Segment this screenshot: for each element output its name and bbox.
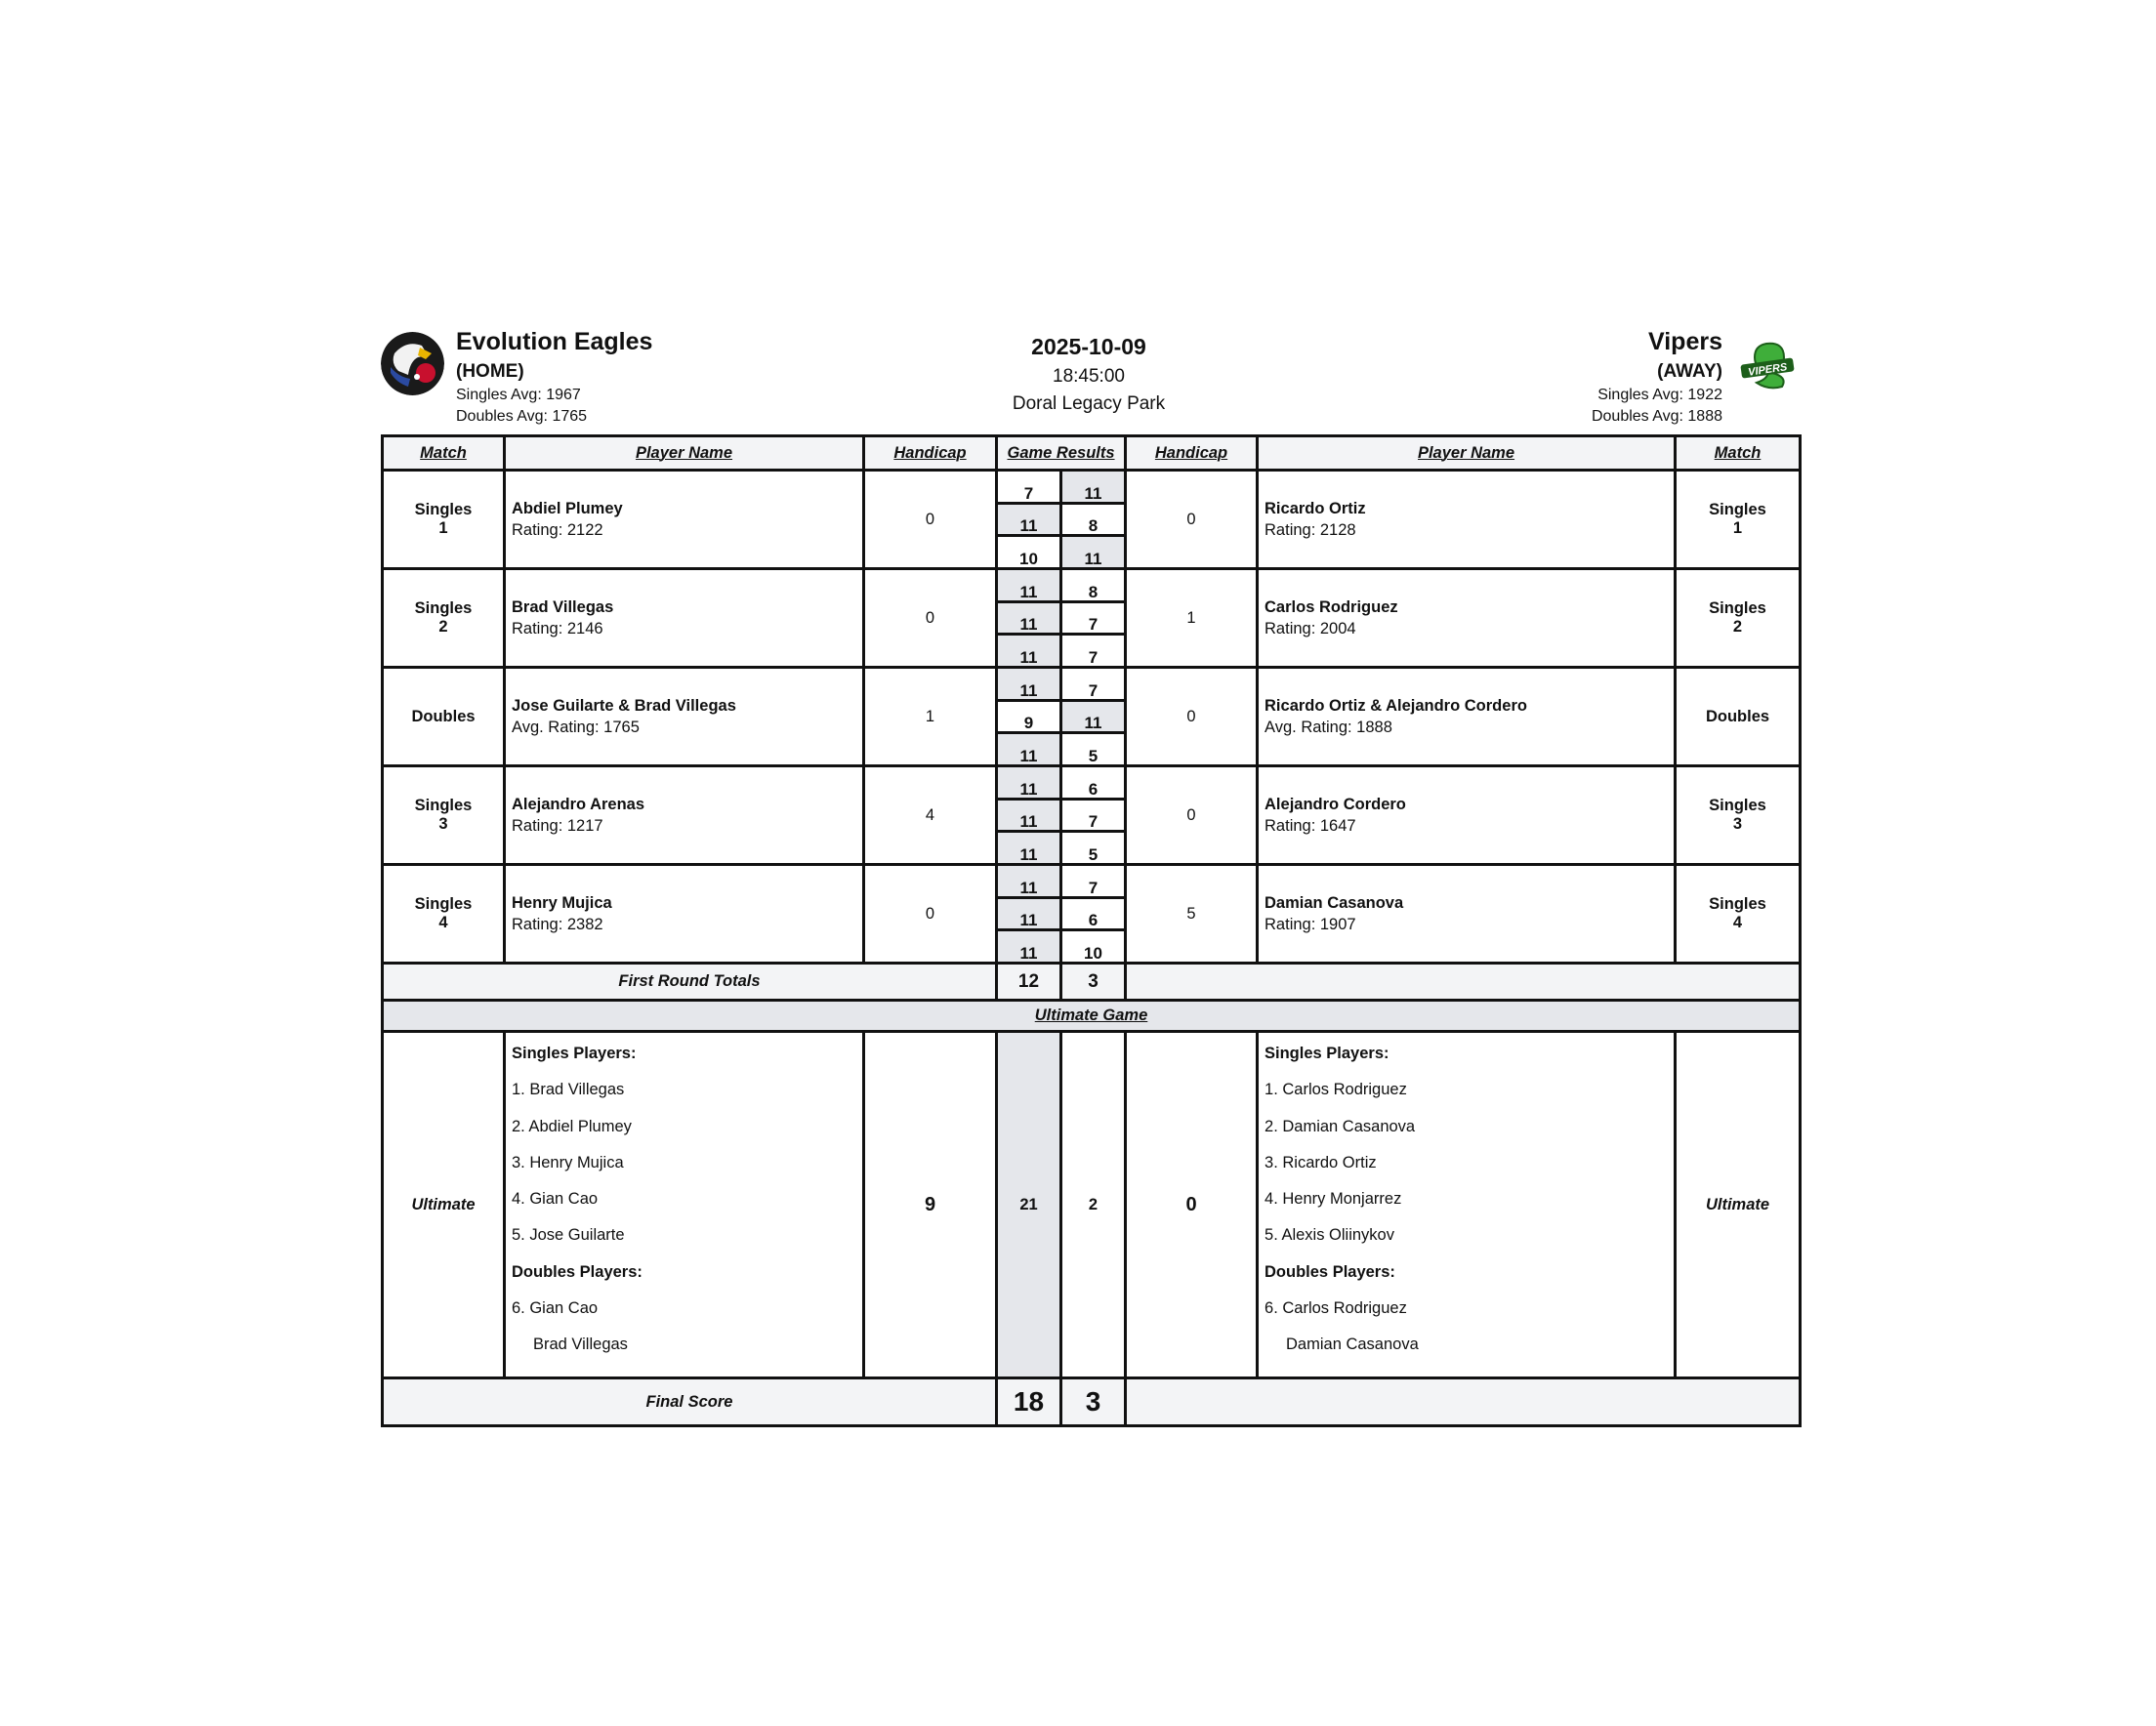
game-score: 5 (1088, 845, 1099, 864)
match-label-away (1676, 569, 1801, 668)
ultimate-player-line: Damian Casanova (1286, 1336, 1419, 1354)
match-label-part: Singles (1709, 599, 1766, 617)
home-game-scores (997, 668, 1061, 766)
home-handicap: 1 (864, 668, 997, 766)
game-scores-stack (1062, 669, 1124, 764)
home-game-scores (997, 766, 1061, 865)
ultimate-player-line: 3. Ricardo Ortiz (1265, 1153, 1377, 1171)
game-scores-stack (998, 866, 1059, 962)
away-game-scores (1061, 766, 1126, 865)
away-player (1258, 668, 1676, 766)
ultimate-player-line: 1. Carlos Rodriguez (1265, 1081, 1407, 1099)
game-score: 11 (1062, 537, 1124, 567)
match-row (383, 865, 1801, 964)
home-player-name: Jose Guilarte & Brad Villegas (512, 697, 736, 715)
home-game-scores (997, 569, 1061, 668)
game-score: 11 (998, 833, 1059, 863)
final-score-label: Final Score (383, 1378, 997, 1426)
home-player-rating: Rating: 2122 (512, 521, 603, 539)
game-score: 11 (998, 899, 1059, 932)
match-row (383, 668, 1801, 766)
match-row (383, 766, 1801, 865)
match-date: 2025-10-09 (1031, 334, 1146, 359)
home-player (505, 668, 864, 766)
ultimate-home-players (505, 1032, 864, 1378)
game-score: 11 (998, 505, 1059, 538)
game-scores-stack (1062, 866, 1124, 962)
home-singles-avg: Singles Avg: 1967 (456, 387, 581, 403)
ultimate-row (383, 1032, 1801, 1378)
away-player-rating: Rating: 1907 (1265, 916, 1356, 933)
scoresheet-table (381, 434, 1802, 1427)
away-player (1258, 471, 1676, 569)
home-handicap: 4 (864, 766, 997, 865)
match-label-part: Singles (414, 797, 473, 814)
game-score: 7 (1062, 866, 1124, 899)
home-player (505, 865, 864, 964)
match-label-away (1676, 766, 1801, 865)
ultimate-player-line: Brad Villegas (533, 1336, 628, 1354)
header-player-name: Player Name (505, 436, 864, 471)
away-team-logo (1739, 340, 1796, 390)
home-doubles-avg: Doubles Avg: 1765 (456, 408, 588, 425)
away-game-scores (1061, 569, 1126, 668)
home-player (505, 766, 864, 865)
away-handicap: 0 (1126, 471, 1258, 569)
match-label (383, 668, 505, 766)
game-score: 10 (1084, 944, 1102, 963)
match-label-away (1676, 471, 1801, 569)
match-label-part: 2 (438, 618, 448, 636)
svg-text:VIPERS: VIPERS (1747, 361, 1789, 379)
home-player-rating: Avg. Rating: 1765 (512, 719, 640, 736)
home-player-rating: Rating: 2146 (512, 620, 603, 637)
away-player-name: Ricardo Ortiz (1265, 500, 1366, 517)
game-scores-stack (998, 472, 1059, 567)
game-score: 11 (998, 669, 1059, 702)
match-label-part: 2 (1732, 618, 1743, 636)
away-player-name: Alejandro Cordero (1265, 796, 1406, 813)
ultimate-home-handicap: 9 (864, 1032, 997, 1378)
game-score: 8 (1062, 570, 1124, 603)
first-round-totals-row (383, 964, 1801, 1001)
ultimate-away-players (1258, 1032, 1676, 1378)
home-player-name: Henry Mujica (512, 894, 612, 912)
ultimate-player-line: 4. Gian Cao (512, 1190, 599, 1209)
away-player-rating: Avg. Rating: 1888 (1265, 719, 1392, 736)
game-score: 11 (1062, 702, 1124, 735)
game-score: 11 (998, 734, 1059, 764)
game-score: 9 (998, 702, 1059, 735)
game-scores-stack (998, 767, 1059, 863)
header-match-away: Match (1676, 436, 1801, 471)
ultimate-player-line: Doubles Players: (512, 1262, 643, 1281)
match-time: 18:45:00 (1053, 366, 1125, 387)
away-game-scores (1061, 865, 1126, 964)
final-home-score: 18 (997, 1378, 1061, 1426)
match-label-part: 1 (1732, 519, 1743, 537)
ultimate-player-line: 6. Carlos Rodriguez (1265, 1299, 1407, 1318)
ultimate-away-score: 2 (1061, 1032, 1126, 1378)
first-round-away-total: 3 (1061, 964, 1126, 1001)
header-player-name-away: Player Name (1258, 436, 1676, 471)
home-team-name: Evolution Eagles (456, 328, 653, 355)
match-label-part: Singles (1709, 501, 1766, 518)
game-score: 8 (1062, 505, 1124, 538)
game-score: 11 (998, 603, 1059, 637)
header-row (383, 436, 1801, 471)
away-player-rating: Rating: 1647 (1265, 817, 1356, 835)
header-game-results: Game Results (997, 436, 1126, 471)
game-scores-stack (1062, 767, 1124, 863)
game-scores-stack (1062, 472, 1124, 567)
match-row (383, 471, 1801, 569)
game-score: 11 (1062, 472, 1124, 505)
game-score: 10 (1019, 550, 1038, 568)
ultimate-player-line: Singles Players: (512, 1045, 637, 1062)
match-label-away (1676, 668, 1801, 766)
match-label (383, 865, 505, 964)
ultimate-player-line: 2. Abdiel Plumey (512, 1117, 632, 1135)
ultimate-player-line: Singles Players: (1265, 1045, 1389, 1062)
match-label (383, 471, 505, 569)
ultimate-player-line: 1. Brad Villegas (512, 1081, 625, 1099)
game-score: 11 (998, 570, 1059, 603)
away-handicap: 5 (1126, 865, 1258, 964)
game-scores-stack (998, 669, 1059, 764)
final-score-row (383, 1378, 1801, 1426)
game-score: 11 (998, 931, 1059, 962)
match-label-part: 3 (1732, 815, 1743, 833)
game-score: 7 (1062, 669, 1124, 702)
away-doubles-avg: Doubles Avg: 1888 (1591, 408, 1722, 425)
match-label-part: Singles (414, 599, 473, 617)
ultimate-player-line: 6. Gian Cao (512, 1299, 599, 1318)
home-player-name: Brad Villegas (512, 598, 614, 616)
final-filler (1126, 1378, 1801, 1426)
away-singles-avg: Singles Avg: 1922 (1597, 387, 1722, 403)
ultimate-player-line: 5. Alexis Oliinykov (1265, 1226, 1394, 1245)
game-scores-stack (998, 570, 1059, 666)
away-handicap: 0 (1126, 766, 1258, 865)
ultimate-player-line: 4. Henry Monjarrez (1265, 1190, 1402, 1209)
away-game-scores (1061, 668, 1126, 766)
match-label-part: Singles (414, 895, 473, 913)
match-label-part: 4 (1732, 914, 1743, 931)
home-player-rating: Rating: 1217 (512, 817, 603, 835)
home-player-name: Alejandro Arenas (512, 796, 645, 813)
away-player-name: Carlos Rodriguez (1265, 598, 1398, 616)
away-team-name: Vipers (1648, 328, 1722, 355)
home-handicap: 0 (864, 865, 997, 964)
ultimate-player-line: 5. Jose Guilarte (512, 1226, 625, 1245)
match-label-part: 3 (438, 815, 448, 833)
game-scores-stack (1062, 570, 1124, 666)
ultimate-game-header-row (383, 1001, 1801, 1032)
game-score: 7 (1062, 801, 1124, 834)
away-player-name: Ricardo Ortiz & Alejandro Cordero (1265, 697, 1527, 715)
home-handicap: 0 (864, 471, 997, 569)
game-score: 5 (1088, 747, 1099, 765)
away-player-rating: Rating: 2128 (1265, 521, 1356, 539)
header-handicap-away: Handicap (1126, 436, 1258, 471)
home-team-side: (HOME) (456, 361, 524, 382)
header-handicap: Handicap (864, 436, 997, 471)
match-label (383, 569, 505, 668)
away-player-name: Damian Casanova (1265, 894, 1404, 912)
ultimate-match-label-away: Ultimate (1676, 1032, 1801, 1378)
match-label (383, 766, 505, 865)
home-player (505, 569, 864, 668)
home-player-rating: Rating: 2382 (512, 916, 603, 933)
match-label-part: Doubles (411, 707, 476, 725)
match-label-away (1676, 865, 1801, 964)
final-away-score: 3 (1061, 1378, 1126, 1426)
match-label-part: 1 (438, 519, 448, 537)
game-score: 11 (998, 636, 1059, 666)
match-row (383, 569, 1801, 668)
first-round-label: First Round Totals (383, 964, 997, 1001)
ultimate-away-handicap: 0 (1126, 1032, 1258, 1378)
header-match: Match (383, 436, 505, 471)
away-team-side: (AWAY) (1657, 361, 1722, 382)
away-player-rating: Rating: 2004 (1265, 620, 1356, 637)
home-game-scores (997, 865, 1061, 964)
ultimate-game-label: Ultimate Game (383, 1001, 1801, 1032)
ultimate-home-score: 21 (997, 1032, 1061, 1378)
match-label-part: Singles (1709, 895, 1766, 913)
away-player (1258, 766, 1676, 865)
home-player-name: Abdiel Plumey (512, 500, 623, 517)
home-handicap: 0 (864, 569, 997, 668)
ultimate-match-label: Ultimate (383, 1032, 505, 1378)
game-score: 11 (998, 866, 1059, 899)
game-score: 7 (1088, 648, 1099, 667)
home-player (505, 471, 864, 569)
ultimate-player-line: Doubles Players: (1265, 1262, 1395, 1281)
game-score: 6 (1062, 767, 1124, 801)
first-round-home-total: 12 (997, 964, 1061, 1001)
away-handicap: 0 (1126, 668, 1258, 766)
away-player (1258, 569, 1676, 668)
away-player (1258, 865, 1676, 964)
match-label-part: Singles (1709, 797, 1766, 814)
first-round-filler (1126, 964, 1801, 1001)
match-label-part: Singles (414, 501, 473, 518)
away-game-scores (1061, 471, 1126, 569)
game-score: 11 (998, 801, 1059, 834)
game-score: 7 (1062, 603, 1124, 637)
game-score: 7 (998, 472, 1059, 505)
ultimate-player-line: 3. Henry Mujica (512, 1153, 624, 1171)
ultimate-player-line: 2. Damian Casanova (1265, 1117, 1416, 1135)
home-game-scores (997, 471, 1061, 569)
game-score: 11 (998, 767, 1059, 801)
match-label-part: 4 (438, 914, 448, 931)
match-label-part: Doubles (1705, 707, 1770, 725)
away-handicap: 1 (1126, 569, 1258, 668)
home-team-logo (381, 332, 444, 395)
game-score: 6 (1062, 899, 1124, 932)
match-venue: Doral Legacy Park (1012, 393, 1166, 414)
